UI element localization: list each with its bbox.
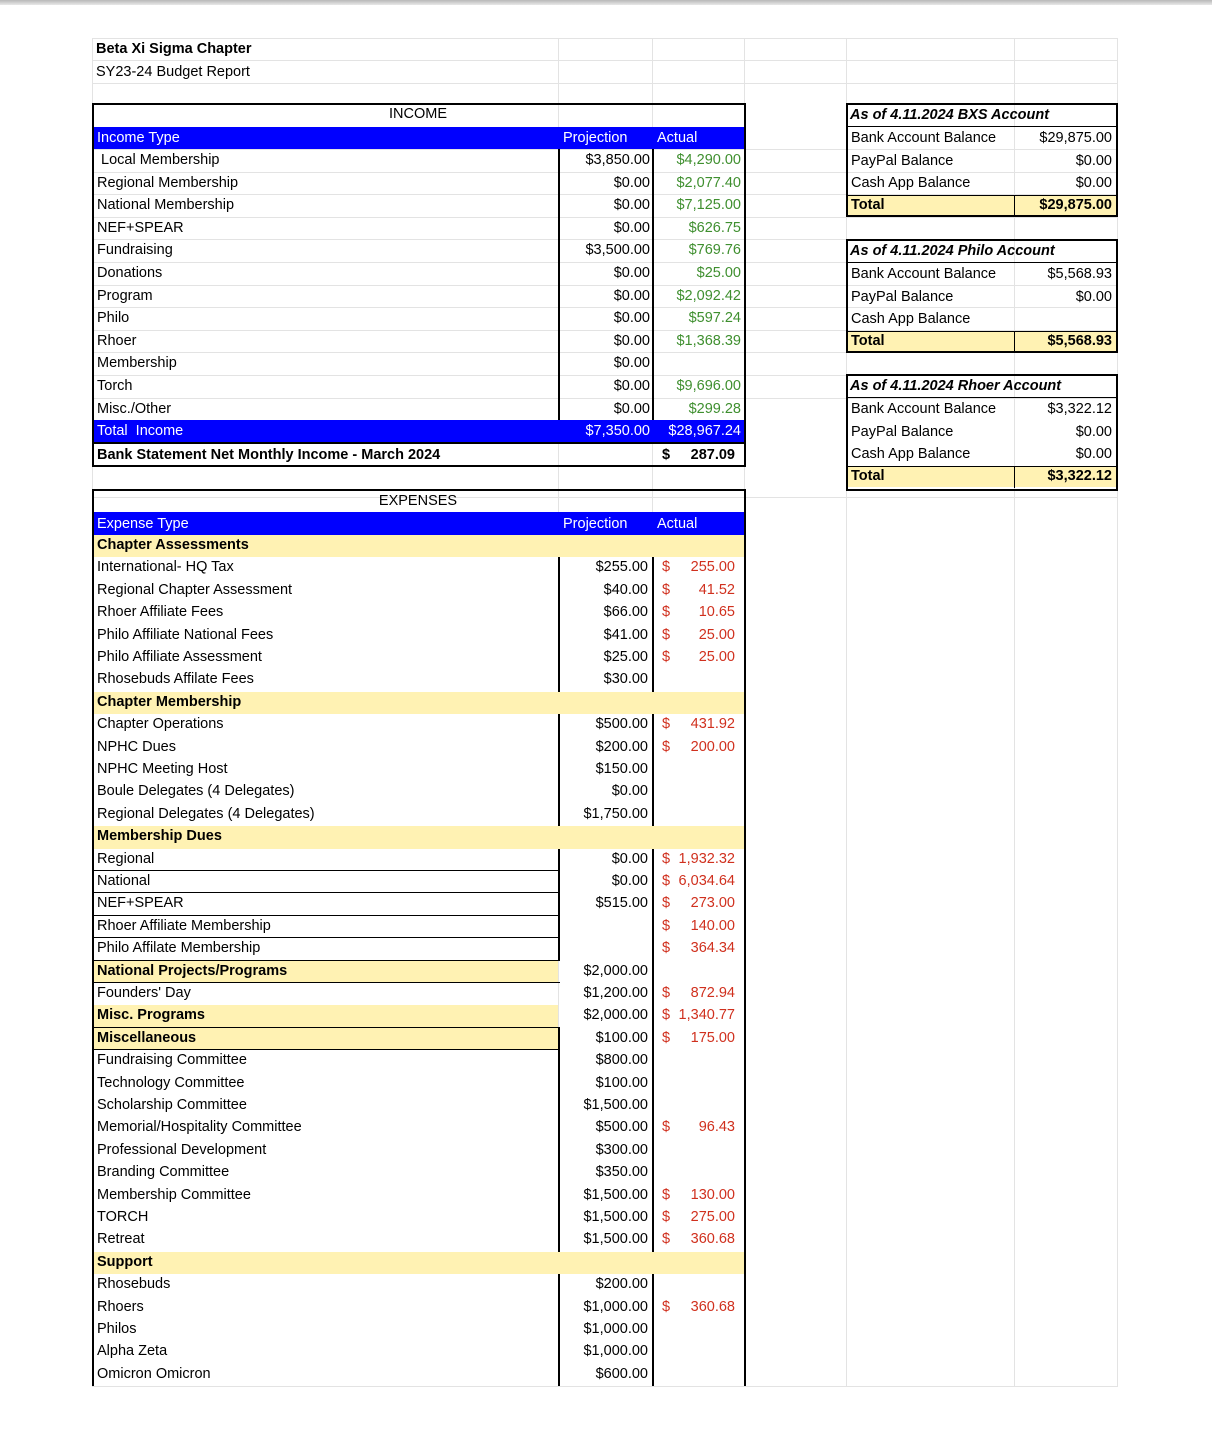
income-row-label: National Membership <box>97 197 235 214</box>
expense-row-label: Boule Delegates (4 Delegates) <box>97 783 295 800</box>
expense-row-actual <box>662 736 735 758</box>
expense-actual-amount: 200.00 <box>690 738 735 755</box>
expense-row-projection: $25.00 <box>603 649 648 665</box>
expense-row-projection: $255.00 <box>595 559 648 576</box>
expense-row-actual <box>662 713 735 735</box>
account-total-value: $3,322.12 <box>1047 467 1112 484</box>
income-row-actual: $25.00 <box>696 265 741 281</box>
expense-row-label: Misc. Programs <box>97 1007 205 1024</box>
expense-row-label: Omicron Omicron <box>97 1365 211 1382</box>
income-row-projection: $0.00 <box>613 174 650 191</box>
expense-actual-amount: 431.92 <box>690 716 735 733</box>
expense-row-projection: $300.00 <box>595 1141 648 1158</box>
expense-row-label: TORCH <box>97 1209 149 1225</box>
expense-row-label: Philos <box>97 1321 137 1337</box>
expense-row-projection: $800.00 <box>595 1052 648 1069</box>
expense-row-label: International- HQ Tax <box>97 559 234 576</box>
expense-actual-amount: 25.00 <box>698 649 735 665</box>
account-row-label: Cash App Balance <box>851 311 971 328</box>
income-row-projection: $0.00 <box>613 332 650 349</box>
expense-row-actual <box>662 915 735 937</box>
account-row-label: PayPal Balance <box>851 152 954 169</box>
account-total-divider <box>1014 195 1015 217</box>
account-row-value: $29,875.00 <box>1039 130 1112 146</box>
expense-row-projection: $1,500.00 <box>583 1231 648 1248</box>
expense-row-projection: $515.00 <box>595 895 648 912</box>
account-total-value: $5,568.93 <box>1047 332 1112 349</box>
expense-row-projection: $1,000.00 <box>583 1343 648 1360</box>
expense-row-projection: $40.00 <box>603 581 648 598</box>
income-row-label: Philo <box>97 310 130 327</box>
expense-actual-amount: 140.00 <box>690 917 735 934</box>
bank-statement-dollar: $ <box>662 447 671 463</box>
income-row-actual <box>654 352 741 374</box>
expense-actual-amount: 10.65 <box>698 604 735 621</box>
expense-row-label: Rhoers <box>97 1298 144 1315</box>
expense-actual-amount: 360.68 <box>690 1231 735 1248</box>
expense-row-projection: $30.00 <box>603 671 648 688</box>
expenses-right-rule <box>744 489 746 1386</box>
income-row-actual: $7,125.00 <box>676 197 741 214</box>
expense-row-projection: $1,000.00 <box>583 1321 648 1337</box>
income-row-actual: $299.28 <box>688 400 741 417</box>
expense-actual-amount: 1,932.32 <box>678 850 735 867</box>
expense-actual-header: Actual <box>657 516 698 532</box>
account-row-label: Bank Account Balance <box>851 401 997 417</box>
expense-actual-amount: 364.34 <box>690 940 735 957</box>
expense-section-band <box>94 1252 744 1274</box>
dollar-sign: $ <box>662 716 671 733</box>
expense-row-label: Rhosebuds Affilate Fees <box>97 671 254 688</box>
account-row-label: PayPal Balance <box>851 423 954 440</box>
expense-row-projection: $2,000.00 <box>583 1007 648 1024</box>
expense-row-projection: $150.00 <box>595 761 648 777</box>
expense-actual-divider <box>652 1274 654 1386</box>
expense-actual-amount: 872.94 <box>690 985 735 1001</box>
expense-actual-divider <box>652 714 654 826</box>
expense-row-actual <box>662 1004 735 1026</box>
income-row-label: Local Membership <box>97 152 220 168</box>
dollar-sign: $ <box>662 850 671 867</box>
income-row-projection: $0.00 <box>613 310 650 327</box>
expense-row-label: Chapter Assessments <box>97 537 249 553</box>
expense-actual-amount: 1,340.77 <box>678 1007 735 1024</box>
expense-row-label: Scholarship Committee <box>97 1097 247 1113</box>
expense-row-actual <box>662 624 735 646</box>
expense-row-projection: $1,500.00 <box>583 1209 648 1225</box>
expense-row-projection: $200.00 <box>595 738 648 755</box>
expense-row-label: Retreat <box>97 1231 145 1248</box>
expense-row-label: Rhoer Affiliate Fees <box>97 604 224 621</box>
expense-row-rule <box>94 892 558 893</box>
account-row-label: Cash App Balance <box>851 446 971 463</box>
income-actual-header: Actual <box>657 130 698 146</box>
expense-projection-divider <box>558 1274 560 1386</box>
expense-row-label: Support <box>97 1253 153 1270</box>
income-row-label: Torch <box>97 378 133 394</box>
expense-row-projection: $1,200.00 <box>583 985 648 1001</box>
income-total-actual: $28,967.24 <box>668 423 741 439</box>
expense-row-rule <box>94 915 558 916</box>
expense-row-label: Chapter Membership <box>97 693 242 710</box>
account-total-divider <box>1014 466 1015 488</box>
account-total-label: Total <box>851 467 885 484</box>
expense-row-actual <box>662 556 735 578</box>
expense-row-actual <box>662 601 735 623</box>
income-row-label: Fundraising <box>97 242 173 259</box>
expense-row-label: Branding Committee <box>97 1164 230 1181</box>
expense-row-actual <box>662 579 735 601</box>
expense-projection-header: Projection <box>563 516 628 532</box>
expense-row-label: NPHC Meeting Host <box>97 761 228 777</box>
income-row-label: Misc./Other <box>97 400 172 417</box>
report-title: SY23-24 Budget Report <box>96 64 250 80</box>
dollar-sign: $ <box>662 626 671 643</box>
expense-row-actual <box>662 1228 735 1250</box>
dollar-sign: $ <box>662 604 671 621</box>
expense-row-actual <box>662 1027 735 1049</box>
expense-row-label: Regional Chapter Assessment <box>97 581 293 598</box>
income-row-label: Donations <box>97 265 163 281</box>
dollar-sign: $ <box>662 738 671 755</box>
income-row-actual: $1,368.39 <box>676 332 741 349</box>
expense-row-label: Philo Affilate Membership <box>97 940 261 957</box>
expense-row-projection: $1,750.00 <box>583 805 648 822</box>
expense-row-actual <box>662 870 735 892</box>
account-total-label: Total <box>851 196 885 213</box>
expense-row-label: Chapter Operations <box>97 716 224 733</box>
expense-actual-amount: 275.00 <box>690 1209 735 1225</box>
expense-row-projection: $100.00 <box>595 1074 648 1091</box>
income-row-actual: $4,290.00 <box>676 152 741 168</box>
expense-row-projection: $1,500.00 <box>583 1186 648 1203</box>
account-row-value: $0.00 <box>1075 288 1112 305</box>
expense-row-actual <box>662 646 735 668</box>
income-row-projection: $0.00 <box>613 197 650 214</box>
account-row-label: PayPal Balance <box>851 288 954 305</box>
expense-row-projection: $600.00 <box>595 1365 648 1382</box>
expense-row-label: Alpha Zeta <box>97 1343 168 1360</box>
expense-row-label: Rhoer Affiliate Membership <box>97 917 271 934</box>
expense-row-label: Philo Affiliate National Fees <box>97 626 274 643</box>
expense-row-projection: $350.00 <box>595 1164 648 1181</box>
expense-actual-divider <box>652 557 654 691</box>
account-total-label: Total <box>851 332 885 349</box>
dollar-sign: $ <box>662 1186 671 1203</box>
income-row-projection: $3,500.00 <box>585 242 650 259</box>
expense-actual-amount: 130.00 <box>690 1186 735 1203</box>
account-total-divider <box>1014 331 1015 353</box>
expense-row-label: Fundraising Committee <box>97 1052 247 1069</box>
expense-actual-divider <box>652 961 654 1252</box>
expense-row-label: Regional Delegates (4 Delegates) <box>97 805 315 822</box>
income-row-projection: $0.00 <box>613 400 650 417</box>
expense-row-label: Technology Committee <box>97 1074 245 1091</box>
income-row-projection: $0.00 <box>613 355 650 372</box>
expense-row-label: NEF+SPEAR <box>97 895 184 912</box>
expense-row-label: Membership Committee <box>97 1186 251 1203</box>
expense-row-actual <box>662 848 735 870</box>
income-row-projection: $0.00 <box>613 265 650 281</box>
expense-row-projection: $100.00 <box>595 1029 648 1046</box>
income-row-label: NEF+SPEAR <box>97 219 184 236</box>
dollar-sign: $ <box>662 1007 671 1024</box>
dollar-sign: $ <box>662 940 671 957</box>
expense-row-projection: $200.00 <box>595 1276 648 1293</box>
income-row-label: Membership <box>97 355 177 372</box>
expense-row-projection: $0.00 <box>611 850 648 867</box>
account-row-value: $3,322.12 <box>1047 401 1112 417</box>
expense-row-label: Rhosebuds <box>97 1276 171 1293</box>
account-row-value: $0.00 <box>1075 175 1112 192</box>
expense-row-label: National <box>97 873 151 889</box>
window-top-edge <box>0 0 1212 5</box>
expense-row-rule <box>94 870 558 871</box>
income-header-bar <box>94 127 744 149</box>
expense-row-projection: $66.00 <box>603 604 648 621</box>
dollar-sign: $ <box>662 1298 671 1315</box>
income-total-label: Total Income <box>97 423 184 439</box>
income-row-actual: $626.75 <box>688 219 741 236</box>
dollar-sign: $ <box>662 559 671 576</box>
expense-row-projection: $2,000.00 <box>583 962 648 979</box>
bank-statement-label: Bank Statement Net Monthly Income - March 2024 <box>97 447 441 463</box>
expenses-title: EXPENSES <box>378 493 458 509</box>
dollar-sign: $ <box>662 1119 671 1136</box>
income-row-projection: $3,850.00 <box>585 152 650 168</box>
expense-row-rule <box>94 937 558 938</box>
expense-type-header: Expense Type <box>97 516 189 532</box>
account-title: As of 4.11.2024 Rhoer Account <box>850 378 1062 394</box>
expense-row-actual <box>662 892 735 914</box>
dollar-sign: $ <box>662 1209 671 1225</box>
expense-actual-amount: 273.00 <box>690 895 735 912</box>
account-row-value <box>1016 308 1112 330</box>
expense-row-label: Regional <box>97 850 155 867</box>
income-row-projection: $0.00 <box>613 219 650 236</box>
expense-row-actual <box>662 982 735 1004</box>
expense-row-label: National Projects/Programs <box>97 962 288 979</box>
expense-actual-divider <box>652 849 654 961</box>
dollar-sign: $ <box>662 873 671 889</box>
chapter-name: Beta Xi Sigma Chapter <box>96 41 252 57</box>
income-total-projection: $7,350.00 <box>585 423 650 439</box>
dollar-sign: $ <box>662 1029 671 1046</box>
expense-row-projection: $0.00 <box>611 873 648 889</box>
expense-row-projection: $500.00 <box>595 716 648 733</box>
expense-row-rule <box>94 960 558 961</box>
income-row-label: Rhoer <box>97 332 137 349</box>
bank-statement-amount: 287.09 <box>690 447 735 463</box>
account-row-label: Bank Account Balance <box>851 266 997 282</box>
expense-row-actual <box>662 1296 735 1318</box>
expense-row-projection: $41.00 <box>603 626 648 643</box>
expense-row-label: Philo Affiliate Assessment <box>97 649 262 665</box>
income-row-actual: $2,077.40 <box>676 174 741 191</box>
account-total-value: $29,875.00 <box>1039 196 1112 213</box>
account-title: As of 4.11.2024 BXS Account <box>850 107 1050 123</box>
income-title: INCOME <box>389 106 447 122</box>
expense-projection-divider <box>558 1028 560 1252</box>
dollar-sign: $ <box>662 649 671 665</box>
expense-row-actual <box>662 937 735 959</box>
expense-row-label: Memorial/Hospitality Committee <box>97 1119 302 1136</box>
income-row-actual: $597.24 <box>688 310 741 327</box>
account-row-value: $5,568.93 <box>1047 266 1112 282</box>
income-row-actual: $769.76 <box>688 242 741 259</box>
account-title: As of 4.11.2024 Philo Account <box>850 243 1055 259</box>
account-row-label: Cash App Balance <box>851 175 971 192</box>
income-projection-header: Projection <box>563 130 628 146</box>
account-row-label: Bank Account Balance <box>851 130 997 146</box>
expense-row-actual <box>662 1206 735 1228</box>
dollar-sign: $ <box>662 581 671 598</box>
expense-row-projection: $1,000.00 <box>583 1298 648 1315</box>
expense-row-projection: $500.00 <box>595 1119 648 1136</box>
expense-row-projection: $1,500.00 <box>583 1097 648 1113</box>
expense-actual-amount: 175.00 <box>690 1029 735 1046</box>
expense-row-label: Miscellaneous <box>97 1029 197 1046</box>
income-row-projection: $0.00 <box>613 287 650 304</box>
income-row-label: Program <box>97 287 153 304</box>
expense-row-label: Professional Development <box>97 1141 267 1158</box>
expense-actual-amount: 41.52 <box>698 581 735 598</box>
dollar-sign: $ <box>662 985 671 1001</box>
expense-actual-amount: 255.00 <box>690 559 735 576</box>
dollar-sign: $ <box>662 1231 671 1248</box>
income-row-label: Regional Membership <box>97 174 239 191</box>
expense-row-projection: $0.00 <box>611 783 648 800</box>
income-row-projection: $0.00 <box>613 378 650 394</box>
dollar-sign: $ <box>662 895 671 912</box>
income-row-actual: $9,696.00 <box>676 378 741 394</box>
expense-row-actual <box>662 1184 735 1206</box>
income-row-actual: $2,092.42 <box>676 287 741 304</box>
income-type-header: Income Type <box>97 130 180 146</box>
grid-row-line <box>92 83 1118 84</box>
expense-projection-divider <box>558 849 560 961</box>
grid-row-line <box>92 1386 1118 1387</box>
expense-actual-amount: 96.43 <box>698 1119 735 1136</box>
expense-row-label: Membership Dues <box>97 828 222 845</box>
expense-row-label: Founders' Day <box>97 985 191 1001</box>
income-projection-divider <box>558 149 560 420</box>
expense-row-actual <box>662 1116 735 1138</box>
dollar-sign: $ <box>662 917 671 934</box>
account-row-value: $0.00 <box>1075 152 1112 169</box>
income-actual-divider <box>652 149 654 420</box>
account-row-value: $0.00 <box>1075 423 1112 440</box>
expense-projection-divider <box>558 714 560 826</box>
expense-row-label: NPHC Dues <box>97 738 176 755</box>
expense-actual-amount: 360.68 <box>690 1298 735 1315</box>
account-row-value: $0.00 <box>1075 446 1112 463</box>
expense-projection-divider <box>558 557 560 691</box>
expense-actual-amount: 25.00 <box>698 626 735 643</box>
expenses-header-bar <box>94 512 744 535</box>
expense-actual-amount: 6,034.64 <box>678 873 735 889</box>
